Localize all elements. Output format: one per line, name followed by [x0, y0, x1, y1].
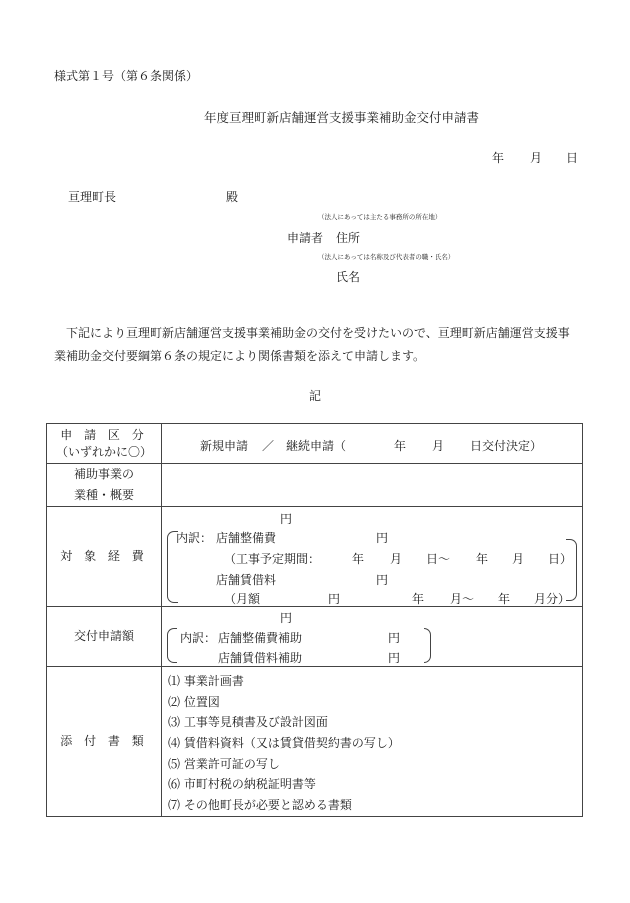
business-summary-field[interactable]: [162, 464, 583, 507]
amount-bracket-right: [424, 628, 431, 663]
store-rent-yen: 円: [376, 573, 389, 587]
label-business-summary-1: 補助事業の: [73, 467, 134, 481]
period-start-year: 年: [352, 552, 365, 566]
maintenance-subsidy-label: 店舗整備費補助: [218, 631, 303, 645]
application-table: [46, 423, 583, 817]
date-year: 年: [492, 151, 505, 165]
total-yen: 円: [280, 512, 293, 526]
label-requested-amount: 交付申請額: [47, 607, 162, 667]
rent-subsidy-yen: 円: [388, 651, 401, 665]
row-application-type: [47, 424, 583, 464]
rent-end-month: 月分）: [534, 592, 571, 606]
breakdown-label: 内訳：: [176, 531, 213, 545]
construction-period-label: （工事予定期間：: [224, 552, 321, 566]
label-application-type-2: （いずれかに〇）: [55, 444, 152, 459]
option-continuing[interactable]: 継続申請（: [286, 439, 347, 453]
rent-subsidy-label: 店舗賃借料補助: [218, 651, 303, 665]
attachment-item: ⑵ 位置図: [168, 694, 220, 709]
period-start-month: 月: [390, 552, 403, 566]
row-business-summary: [47, 464, 583, 507]
rent-start-year: 年: [412, 592, 425, 606]
ki-heading: 記: [309, 389, 322, 403]
decision-month: 月: [432, 439, 445, 453]
row-requested-amount: [47, 607, 583, 667]
attachment-item: ⑷ 賃借料資料（又は賃貸借契約書の写し）: [168, 736, 400, 751]
date-month: 月: [530, 151, 543, 165]
monthly-label: （月額: [224, 592, 261, 606]
monthly-yen: 円: [328, 592, 341, 606]
body-text-line-2: 業補助金交付要綱第６条の規定により関係書類を添えて申請します。: [54, 349, 426, 363]
store-rent-label: 店舗賃借料: [216, 573, 277, 587]
date-day: 日: [566, 151, 579, 165]
rent-start-month: 月～: [450, 592, 475, 606]
period-start-day: 日～: [426, 552, 451, 566]
rent-end-year: 年: [498, 592, 511, 606]
label-business-summary-2: 業種・概要: [73, 488, 134, 502]
address-label: 住所: [336, 231, 361, 245]
attachment-item: ⑶ 工事等見積書及び設計図面: [168, 715, 328, 730]
amount-bracket-left: [167, 628, 177, 663]
addressee-name: 亘理町長: [68, 190, 117, 204]
period-end-year: 年: [476, 552, 489, 566]
amount-breakdown-label: 内訳：: [180, 631, 217, 645]
maintenance-subsidy-yen: 円: [388, 631, 401, 645]
applicant-label: 申請者: [287, 231, 324, 245]
decision-year: 年: [394, 439, 407, 453]
label-application-type-1: 申 請 区 分: [60, 427, 148, 442]
address-note: （法人にあっては主たる事務所の所在地）: [318, 213, 442, 221]
label-eligible-expenses: 対 象 経 費: [47, 507, 162, 607]
requested-total-yen: 円: [280, 611, 293, 625]
name-note: （法人にあっては名称及び代表者の職・氏名）: [318, 253, 455, 261]
name-label: 氏名: [336, 270, 361, 284]
attachment-list: [162, 667, 582, 816]
row-attachments: [47, 667, 583, 817]
attachment-item: ⑴ 事業計画書: [168, 674, 244, 688]
store-maintenance-yen: 円: [376, 531, 389, 545]
attachment-item: ⑹ 市町村税の納税証明書等: [168, 777, 316, 792]
form-number: 様式第１号（第６条関係）: [54, 69, 199, 83]
decision-day: 日交付決定）: [470, 439, 543, 453]
body-text-line-1: 下記により亘理町新店舗運営支援事業補助金の交付を受けたいので、亘理町新店舗運営支援事: [66, 326, 570, 340]
attachment-item: ⑺ その他町長が必要と認める書類: [168, 798, 352, 813]
option-separator: ／: [262, 439, 275, 453]
label-business-summary: [47, 464, 162, 507]
period-end-month: 月: [512, 552, 525, 566]
store-maintenance-label: 店舗整備費: [216, 531, 277, 545]
option-new[interactable]: 新規申請: [200, 439, 249, 453]
document-title: 年度亘理町新店舗運営支援事業補助金交付申請書: [204, 110, 480, 125]
row-eligible-expenses: [47, 507, 583, 607]
attachment-item: ⑸ 営業許可証の写し: [168, 756, 280, 771]
eligible-expenses-field: [162, 507, 583, 607]
period-end-day: 日）: [548, 552, 573, 566]
label-application-type: [47, 424, 162, 464]
application-type-options: [162, 424, 583, 464]
label-attachments: 添 付 書 類: [47, 667, 162, 817]
addressee-honorific: 殿: [226, 190, 239, 204]
requested-amount-field: [162, 607, 583, 667]
attachments-field: [162, 667, 583, 817]
